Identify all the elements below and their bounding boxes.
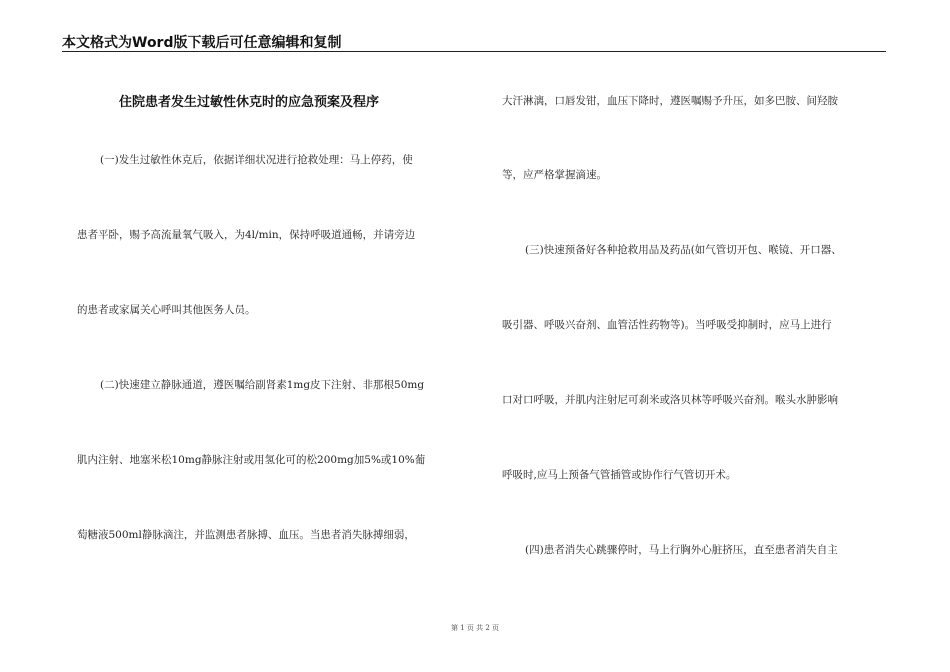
left-line-5: 肌内注射、地塞米松10mg静脉注射或用氢化可的松200mg加5%或10%葡 (77, 454, 426, 466)
left-line-6: 萄糖液500ml静脉滴注，并监测患者脉搏、血压。当患者消失脉搏细弱， (77, 529, 415, 541)
right-line-3: (三)快速预备好各种抢救用品及药品(如气管切开包、喉镜、开口器、 (525, 244, 842, 256)
right-line-5: 口对口呼吸，并肌内注射尼可刹米或洛贝林等呼吸兴奋剂。喉头水肿影响 (502, 394, 838, 406)
right-line-2: 等，应严格掌握滴速。 (502, 169, 607, 181)
left-line-2: 患者平卧，赐予高流量氧气吸入，为4l/min，保持呼吸道通畅，并请旁边 (77, 229, 416, 241)
page-number-footer: 第 1 页 共 2 页 (450, 624, 500, 632)
right-line-7: (四)患者消失心跳骤停时，马上行胸外心脏挤压，直至患者消失自主 (525, 544, 838, 556)
page-header-title: 本文格式为Word版下载后可任意编辑和复制 (62, 35, 342, 51)
left-line-3: 的患者或家属关心呼叫其他医务人员。 (77, 304, 256, 316)
header-divider (62, 51, 886, 52)
right-line-6: 呼吸时,应马上预备气管插管或协作行气管切开术。 (502, 469, 737, 481)
right-line-1: 大汗淋漓，口唇发钳，血压下降时，遵医嘱赐予升压，如多巴胺、间羟胺 (502, 95, 838, 107)
right-line-4: 吸引器、呼吸兴奋剂、血管活性药物等)。当呼吸受抑制时，应马上进行 (502, 319, 832, 331)
document-title: 住院患者发生过敏性休克时的应急预案及程序 (119, 95, 380, 110)
left-line-4: (二)快速建立静脉通道，遵医嘱给副肾素1mg皮下注射、非那根50mg (100, 379, 425, 391)
left-line-1: (一)发生过敏性休克后，依据详细状况进行抢救处理：马上停药，使 (100, 154, 413, 166)
